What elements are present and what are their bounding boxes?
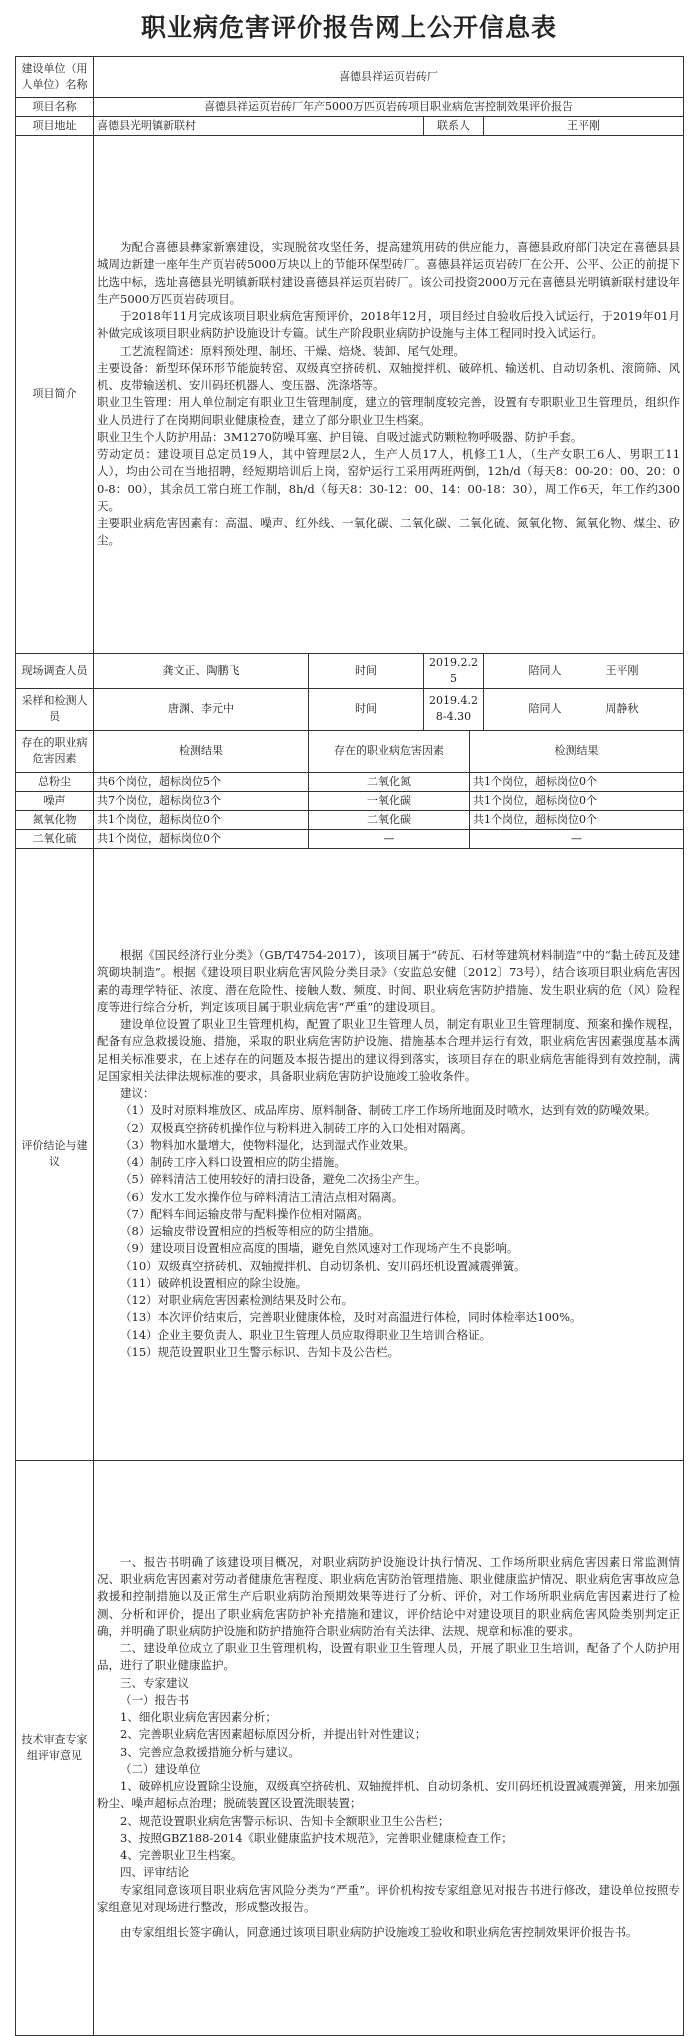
project-row <box>16 98 684 117</box>
review-subsection: （二）建设单位 <box>120 1761 201 1776</box>
suggestion-item: （12）对职业病危害因素检测结果及时公布。 <box>120 1293 354 1307</box>
review-item: 2、规范设置职业病危害警示标识、告知卡全额职业卫生公告栏； <box>120 1813 450 1828</box>
summary-row <box>16 135 684 653</box>
suggestion-item: （6）发水工发水操作位与碎料清洁工清洁点相对隔离。 <box>120 1189 404 1204</box>
evaluation-para: 根据《国民经济行业分类》（GB/T4754-2017），该项目属于“砖瓦、石材等建筑材料制造”中的“黏土砖瓦及建筑砌块制造”。根据《建设项目职业病危害风险分类目录》（安监总安健〔2012〕73号），结合该项目职业病危害因素的毒理学特征、浓度、潜在危险性、接触人数、频度、时间、职业病危害防护措施、发生职业病的危（风）险程度等进行综合分析，判定该项目属于职业病危害“严重”的建设项目。 <box>97 948 681 1014</box>
project-label: 项目名称 <box>16 98 94 117</box>
suggestion-title: 建议： <box>120 1086 155 1100</box>
summary-para: 主要职业病危害因素有：高温、噪声、红外线、一氧化碳、二氧化碳、二氧化硫、氮氧化物、氮氧化物、煤尘、矽尘。 <box>97 516 681 548</box>
project-value: 喜德县祥运页岩砖厂年产5000万匹页岩砖项目职业病危害控制效果评价报告 <box>94 98 684 117</box>
summary-para: 主要设备：新型环保环形节能旋转窑、双级真空挤砖机、双轴搅拌机、破碎机、输送机、自动切条机、滚筒筛、风机、皮带输送机、安川码坯机器人、变压器、洗涤塔等。 <box>97 360 681 393</box>
contact-label: 联系人 <box>424 116 484 135</box>
summary-para: 职业卫生管理：用人单位制定有职业卫生管理制度，建立的管理制度较完善，设置有专职职业卫生管理员，组织作业人员进行了在岗期间职业健康检查，建立了部分职业卫生档案。 <box>97 395 681 427</box>
hazard-result: — <box>470 829 684 848</box>
review-item: 1、破碎机应设置除尘设施，双级真空挤砖机、双轴搅拌机、自动切条机、安川码坯机设置减震弹簧，用来加强粉尘、噪声超标点治理；脱硫装置区设置洗眼装置； <box>97 1779 681 1811</box>
review-item: 3、按照GBZ188-2014《职业健康监护技术规范》，完善职业健康检查工作； <box>120 1830 513 1845</box>
evaluation-content <box>94 848 684 1460</box>
survey-time-label: 时间 <box>309 653 424 688</box>
hazard-name: 一氧化碳 <box>309 791 470 810</box>
summary-para: 为配合喜德县彝家新寨建设，实现脱贫攻坚任务，提高建筑用砖的供应能力，喜德县政府部门决定在喜德县县城周边新建一座年生产页岩砖5000万块以上的节能环保型砖厂。喜德县祥运页岩砖厂在公开、公平、公正的前提下比选中标，选址喜德县光明镇新联村建设喜德县祥运页岩砖厂。该公司投资2000万元在喜德县光明镇新联村建设年生产5000万匹页岩砖项目。 <box>97 240 681 306</box>
review-item: 2、完善职业病危害因素超标原因分析，并提出针对性建议； <box>120 1727 427 1742</box>
review-para: 专家组同意该项目职业病危害风险分类为“严重”。评价机构按专家组意见对报告书进行修改，建设单位按照专家组意见对现场进行整改，形成整改报告。 <box>97 1882 681 1914</box>
hazard-result: 共1个岗位，超标岗位0个 <box>470 810 684 829</box>
hazard-result: 共1个岗位，超标岗位0个 <box>470 791 684 810</box>
summary-para: 职业卫生个人防护用品：3M1270防噪耳塞、护目镜、自吸过滤式防颗粒物呼吸器、防护手套。 <box>97 429 583 444</box>
hazard-header-2: 检测结果 <box>94 730 309 772</box>
review-section: 三、专家建议 <box>120 1675 189 1690</box>
suggestion-item: （13）本次评价结束后，完善职业健康体检，及时对高温进行体检，同时体检率达100%。 <box>120 1310 582 1325</box>
review-item: 1、细化职业病危害因素分析； <box>120 1710 277 1724</box>
survey-accomp <box>484 653 684 688</box>
suggestion-item: （8）运输皮带设置相应的挡板等相应的防尘措施。 <box>120 1224 381 1238</box>
suggestion-item: （2）双极真空挤砖机操作位与粉料进入制砖工序的入口处相对隔离。 <box>120 1120 473 1135</box>
summary-para: 于2018年11月完成该项目职业病危害预评价，2018年12月，项目经过自验收后投入试运行，于2019年01月补做完成该项目职业病防护设施设计专篇。试生产阶段职业病防护设施与主体工程同时投入试运行。 <box>97 309 681 341</box>
suggestion-item: （10）双级真空挤砖机、双轴搅拌机、自动切条机、安川码坯机设置减震弹簧。 <box>120 1258 526 1273</box>
unit-label: 建设单位（用人单位）名称 <box>16 57 94 98</box>
sampling-label: 采样和检测人员 <box>16 688 94 730</box>
hazard-row <box>16 810 684 829</box>
suggestion-item: （11）破碎机设置相应的除尘设施。 <box>120 1275 308 1290</box>
info-table <box>15 56 684 2036</box>
unit-value: 喜德县祥运页岩砖厂 <box>94 57 684 98</box>
review-section: 四、评审结论 <box>120 1865 189 1880</box>
review-content <box>94 1460 684 2035</box>
suggestion-item: （4）制砖工序入料口设置相应的防尘措施。 <box>120 1155 346 1169</box>
suggestion-item: （3）物料加水量增大，使物料湿化，达到湿式作业效果。 <box>120 1137 415 1152</box>
hazard-result: 共1个岗位，超标岗位0个 <box>94 829 309 848</box>
review-item: 4、完善职业卫生档案。 <box>120 1848 243 1862</box>
summary-content <box>94 135 684 653</box>
hazard-result: 共1个岗位，超标岗位0个 <box>94 810 309 829</box>
review-subsection: （一）报告书 <box>120 1692 189 1707</box>
review-label: 技术审查专家组评审意见 <box>16 1460 94 2035</box>
page-title: 职业病危害评价报告网上公开信息表 <box>140 13 557 42</box>
suggestion-item: （14）企业主要负责人、职业卫生管理人员应取得职业卫生培训合格证。 <box>120 1327 492 1342</box>
hazard-header-1: 存在的职业病危害因素 <box>16 730 94 772</box>
hazard-name: 二氧化碳 <box>309 810 470 829</box>
hazard-row <box>16 829 684 848</box>
sampling-accomp-label: 陪同人 <box>528 702 562 716</box>
hazard-row <box>16 791 684 810</box>
address-value: 喜德县光明镇新联村 <box>94 116 424 135</box>
hazard-header-3: 存在的职业病危害因素 <box>309 730 470 772</box>
summary-para: 工艺流程简述：原料预处理、制坯、干燥、焙烧、装卸、尾气处理。 <box>120 343 465 358</box>
survey-accomp-label: 陪同人 <box>528 663 562 677</box>
hazard-name: 总粉尘 <box>16 772 94 791</box>
survey-accomp-value: 王平刚 <box>605 663 639 677</box>
hazard-header-row <box>16 730 684 772</box>
evaluation-row <box>16 848 684 1460</box>
sampling-time-label: 时间 <box>309 688 424 730</box>
review-row <box>16 1460 684 2035</box>
hazard-name: — <box>309 829 470 848</box>
suggestion-item: （15）规范设置职业卫生警示标识、告知卡及公告栏。 <box>120 1344 400 1359</box>
sampling-persons: 唐渊、李元中 <box>94 688 309 730</box>
sampling-accomp-value: 周静秋 <box>605 702 639 716</box>
survey-row <box>16 653 684 688</box>
hazard-name: 二氧化氮 <box>309 772 470 791</box>
survey-label: 现场调查人员 <box>16 653 94 688</box>
summary-label: 项目简介 <box>16 135 94 653</box>
review-item: 3、完善应急救援措施分析与建议。 <box>120 1744 300 1759</box>
review-para: 二、建设单位成立了职业卫生管理机构，设置有职业卫生管理人员，开展了职业卫生培训，配备了个人防护用品，进行了职业健康监护。 <box>97 1641 681 1673</box>
hazard-row <box>16 772 684 791</box>
suggestion-item: （5）碎料清洁工使用较好的清扫设备，避免二次扬尘产生。 <box>120 1172 427 1187</box>
sampling-time: 2019.4.28-4.30 <box>424 688 484 730</box>
survey-time: 2019.2.25 <box>424 653 484 688</box>
sampling-row <box>16 688 684 730</box>
hazard-result: 共7个岗位，超标岗位3个 <box>94 791 309 810</box>
hazard-name: 二氧化硫 <box>16 829 94 848</box>
evaluation-para: 建设单位设置了职业卫生管理机构，配置了职业卫生管理人员，制定有职业卫生管理制度、预案和操作规程，配备有应急救援设施、措施，采取的职业病危害防护设施、措施基本合理并运行有效，职业病危害因素强度基本满足相关标准要求，在上述存在的问题及本报告提出的建议得到落实，该项目存在的职业病危害能得到有效控制，满足国家相关法律法规标准的要求，具备职业病危害防护设施竣工验收条件。 <box>97 1017 681 1083</box>
hazard-header-4: 检测结果 <box>470 730 684 772</box>
suggestion-item: （1）及时对原料堆放区、成品库房、原料制备、制砖工序工作场所地面及时喷水，达到有效的防噪效果。 <box>120 1103 657 1118</box>
review-para: 由专家组组长签字确认，同意通过该项目职业病防护设施竣工验收和职业病危害控制效果评价报告书。 <box>120 1925 638 1939</box>
survey-persons: 龚文正、陶鹏飞 <box>94 653 309 688</box>
unit-row <box>16 57 684 98</box>
suggestion-item: （9）建设项目设置相应高度的围墙，避免自然风速对工作现场产生不良影响。 <box>120 1241 519 1256</box>
review-para: 一、报告书明确了该建设项目概况，对职业病防护设施设计执行情况、工作场所职业病危害因素日常监测情况、职业病危害因素对劳动者健康危害程度、职业病危害防治管理措施、职业健康监护情况、职业病危害事故应急救援和控制措施以及正常生产后职业病防治预期效果等进行了分析、评价，对工作场所职业病危害因素进行了检测、分析和评价，提出了职业病危害防护补充措施和建议，评价结论中对建设项目的职业病危害风险类别判定正确，并明确了职业病防护设施和防护措施符合职业病防治有关法律、法规、规章和标准的要求。 <box>97 1554 681 1638</box>
hazard-result: 共1个岗位，超标岗位0个 <box>470 772 684 791</box>
suggestion-item: （7）配料车间运输皮带与配料操作位相对隔离。 <box>120 1206 369 1221</box>
contact-value: 王平刚 <box>484 116 684 135</box>
hazard-name: 噪声 <box>16 791 94 810</box>
sampling-accomp <box>484 688 684 730</box>
hazard-result: 共6个岗位，超标岗位5个 <box>94 772 309 791</box>
hazard-name: 氮氧化物 <box>16 810 94 829</box>
evaluation-label: 评价结论与建议 <box>16 848 94 1460</box>
summary-para: 劳动定员：建设项目总定员19人，其中管理层2人，生产人员17人，机修工1人，（生产女职工6人、男职工11人），均由公司在当地招聘，经短期培训后上岗，窑炉运行工采用两班两倒，12h/d（每天8：00-20：00、20：00-8：00），其余员工常白班工作制，8h/d（每天8：30-12：00、14：00-18：30），周工作6天，年工作约300天。 <box>97 447 681 513</box>
address-label: 项目地址 <box>16 116 94 135</box>
address-row <box>16 116 684 135</box>
